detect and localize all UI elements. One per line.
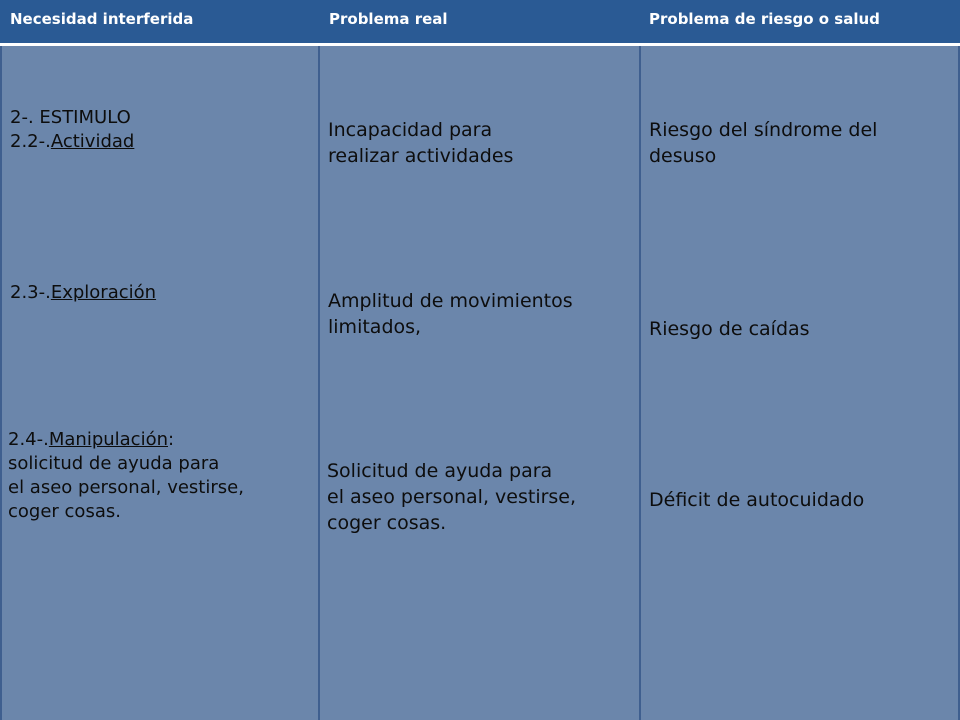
manipulacion-link: Manipulación [48, 429, 168, 450]
manipulacion-line [8, 428, 244, 452]
autocuidado-line: Déficit de autocuidado [649, 489, 865, 511]
cell-col2-solicitud [327, 458, 576, 536]
solicitud-line-2: el aseo personal, vestirse, [327, 486, 577, 508]
sindrome-line-2: desuso [649, 145, 717, 167]
cell-col3-sindrome [649, 117, 877, 169]
cell-col3-caidas [649, 316, 810, 342]
manipulacion-detail-1: solicitud de ayuda para [8, 453, 220, 474]
header-problema-riesgo: Problema de riesgo o salud [649, 10, 880, 28]
column-divider [318, 46, 320, 720]
amplitud-line-1: Amplitud de movimientos [328, 290, 573, 312]
actividad-link: Actividad [50, 131, 135, 152]
exploracion-link: Exploración [50, 282, 157, 303]
caidas-line: Riesgo de caídas [649, 318, 810, 340]
manipulacion-suffix: : [168, 429, 175, 450]
cell-col1-estimulo [10, 106, 134, 154]
column-divider [0, 46, 2, 720]
cell-col2-amplitud [328, 288, 573, 340]
exploracion-line [10, 281, 156, 305]
header-problema-real: Problema real [329, 10, 448, 28]
column-divider [639, 46, 641, 720]
manipulacion-prefix: 2.4-. [8, 429, 49, 450]
manipulacion-detail-3: coger cosas. [8, 501, 121, 522]
incapacidad-line-1: Incapacidad para [328, 119, 493, 141]
header-necesidad-interferida: Necesidad interferida [10, 10, 194, 28]
cell-col1-exploracion [10, 281, 156, 305]
manipulacion-detail-2: el aseo personal, vestirse, [8, 477, 244, 498]
amplitud-line-2: limitados, [328, 316, 422, 338]
incapacidad-line-2: realizar actividades [328, 145, 514, 167]
sindrome-line-1: Riesgo del síndrome del [649, 119, 878, 141]
actividad-prefix: 2.2-. [10, 131, 51, 152]
solicitud-line-3: coger cosas. [327, 512, 447, 534]
solicitud-line-1: Solicitud de ayuda para [327, 460, 553, 482]
actividad-line [10, 130, 134, 154]
cell-col3-autocuidado [649, 487, 864, 513]
cell-col2-incapacidad [328, 117, 513, 169]
estimulo-label: 2-. ESTIMULO [10, 107, 131, 128]
table-header [0, 0, 960, 43]
cell-col1-manipulacion [8, 428, 244, 524]
exploracion-prefix: 2.3-. [10, 282, 51, 303]
